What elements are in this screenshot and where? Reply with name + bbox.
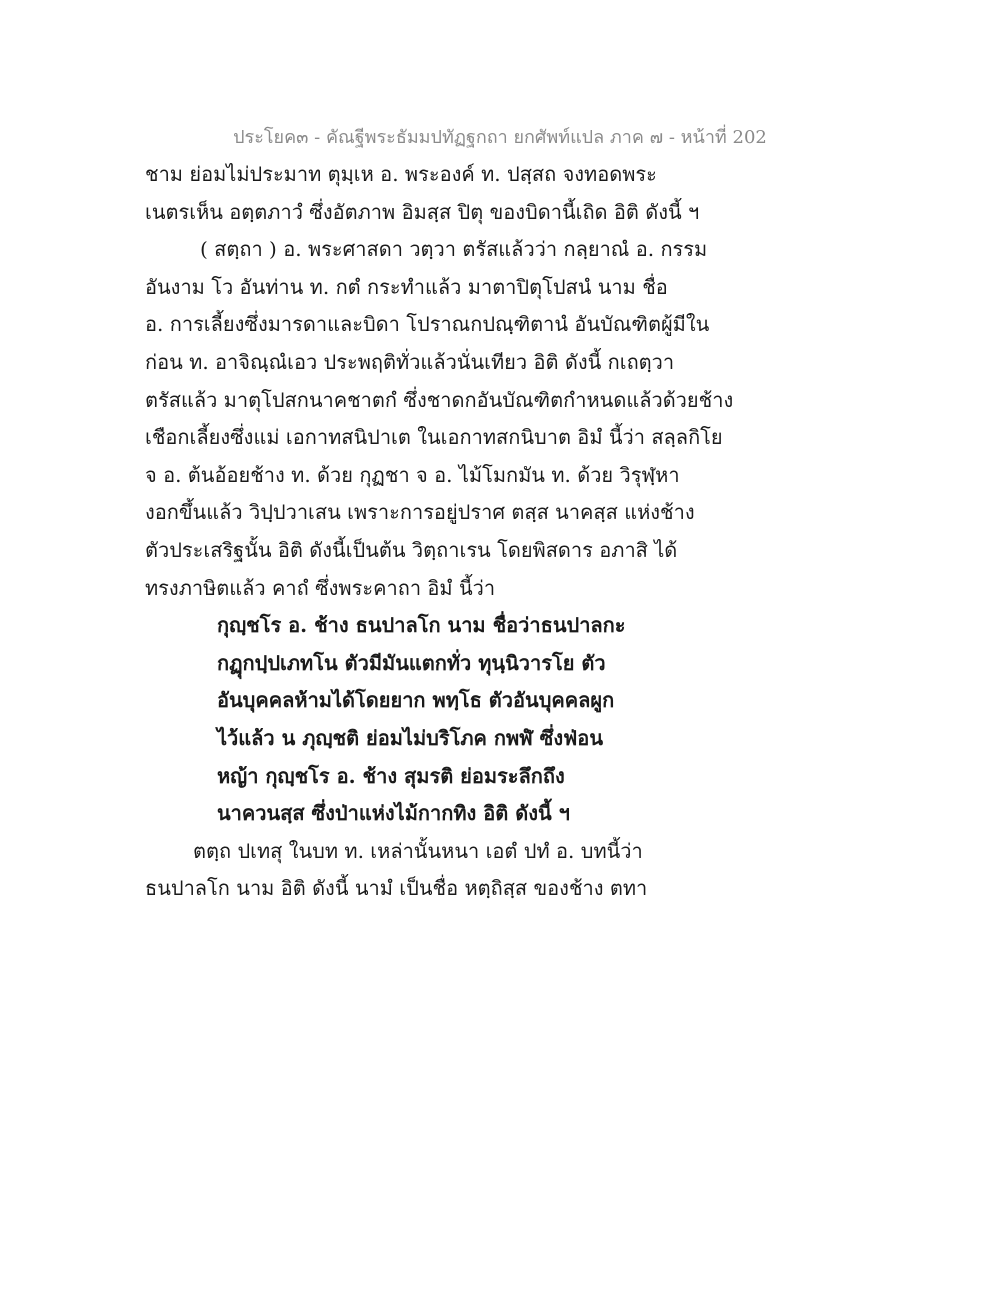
text-line: ก่อน ท. อาจิณฺณํเอว ประพฤติทั่วแล้วนั่นเทียว อิติ ดังนี้ กเถตฺวา <box>145 349 675 374</box>
text-line: ตัวประเสริฐนั้น อิติ ดังนี้เป็นต้น วิตฺถาเรน โดยพิสดาร อภาสิ ได้ <box>145 537 678 562</box>
text-line: เชือกเลี้ยงซึ่งแม่ เอกาทสนิปาเต ในเอกาทสกนิบาต อิมํ นี้ว่า สลฺลกิโย <box>145 425 723 450</box>
paragraph-start-line: ( สตฺถา ) อ. พระศาสดา วตฺวา ตรัสแล้วว่า กลฺยาณํ อ. กรรม <box>200 237 708 262</box>
text-line: เนตรเห็น อตฺตภาวํ ซึ่งอัตภาพ อิมสฺส ปิตุ ของบิดานี้เถิด อิติ ดังนี้ ฯ <box>145 199 700 224</box>
text-line: ตรัสแล้ว มาตุโปสกนาคชาตกํ ซึ่งชาดกอันบัณฑิตกำหนดแล้วด้วยช้าง <box>145 387 734 412</box>
text-line: ธนปาลโก นาม อิติ ดังนี้ นามํ เป็นชื่อ หตฺถิสฺส ของช้าง ตทา <box>145 876 648 901</box>
verse-line: กฏุกปฺปเภทโน ตัวมีมันแตกทั่ว ทุนฺนิวารโย ตัว <box>217 650 606 675</box>
verse-line: ไว้แล้ว น ภุญฺชติ ย่อมไม่บริโภค กพฬํ ซึ่งฟ่อน <box>217 725 603 750</box>
text-line: งอกขึ้นแล้ว วิปฺปวาเสน เพราะการอยู่ปราศ ตสฺส นาคสฺส แห่งช้าง <box>145 500 695 525</box>
text-line: ทรงภาษิตแล้ว คาถํ ซึ่งพระคาถา อิมํ นี้ว่า <box>145 575 496 600</box>
running-header: ประโยค๓ - คัณฐีพระธัมมปทัฏฐกถา ยกศัพท์แปล ภาค ๗ - หน้าที่ 202 <box>233 127 767 148</box>
verse-line: อันบุคคลห้ามได้โดยยาก พทฺโธ ตัวอันบุคคลผูก <box>217 688 615 713</box>
verse-line: หญ้า กุญฺชโร อ. ช้าง สุมรติ ย่อมระลึกถึง <box>217 763 565 788</box>
paragraph-start-line: ตตฺถ ปเทสุ ในบท ท. เหล่านั้นหนา เอตํ ปทํ อ. บทนี้ว่า <box>193 838 643 863</box>
text-line: อ. การเลี้ยงซึ่งมารดาและบิดา โปราณกปณฺฑิตานํ อันบัณฑิตผู้มีใน <box>145 312 710 337</box>
text-line: อันงาม โว อันท่าน ท. กตํ กระทำแล้ว มาตาปิตุโปสนํ นาม ชื่อ <box>145 274 668 299</box>
text-line: ชาม ย่อมไม่ประมาท ตุมฺเห อ. พระองค์ ท. ปสฺสถ จงทอดพระ <box>145 162 657 186</box>
verse-line: กุญฺชโร อ. ช้าง ธนปาลโก นาม ชื่อว่าธนปาลกะ <box>217 613 626 638</box>
page-body <box>145 156 734 908</box>
verse-line: นาควนสฺส ซึ่งป่าแห่งไม้กากทิง อิติ ดังนี้ ฯ <box>217 801 570 826</box>
text-line: จ อ. ต้นอ้อยช้าง ท. ด้วย กุฏชา จ อ. ไม้โมกมัน ท. ด้วย วิรุฬฺหา <box>145 462 680 487</box>
